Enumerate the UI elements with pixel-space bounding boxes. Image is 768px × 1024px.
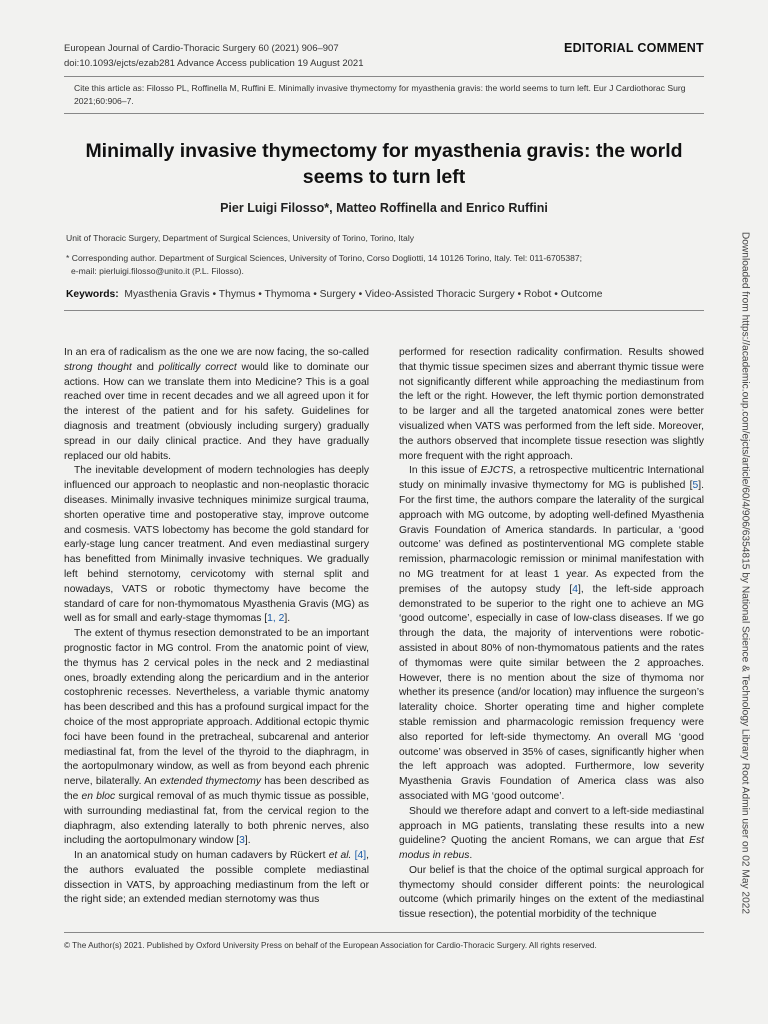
reference-link[interactable]: [4] (354, 850, 367, 862)
corresponding-author (66, 252, 686, 278)
copyright-footer: © The Author(s) 2021. Published by Oxford University Press on behalf of the European Association for Cardio-Thoracic Surgery. All rights reserved. (64, 941, 597, 950)
paragraph: Our belief is that the choice of the optimal surgical approach for thymectomy should consider different points: the neurological outcome (which primarily hinges on the extent of the mediastinal tissue resection), the potential morbidity of the technique (399, 864, 704, 921)
author-list: Pier Luigi Filosso*, Matteo Roffinella and Enrico Ruffini (220, 201, 548, 215)
cite-box-bottom-rule (64, 113, 704, 114)
corresponding-line-1: * Corresponding author. Department of Surgical Sciences, University of Torino, Corso Dogliotti, 14 10126 Torino, Italy. Tel: 011-6705387; (66, 253, 583, 263)
reference-link[interactable]: 4 (572, 583, 578, 595)
download-note: Downloaded from https://academic.oup.com/ejcts/article/60/4/906/6354815 by National Science & Technology Library Root Admin user on 02 May 2022 (739, 231, 751, 915)
keywords-label: Keywords: (66, 289, 119, 300)
section-label: EDITORIAL COMMENT (563, 41, 704, 55)
paragraph: In an era of radicalism as the one we are now facing, the so-called strong thought and politically correct would like to dominate our actions. How can we translate them into Medicine? This is a goal reached over time in recent decades and we all agreed upon it for the interest of the patient and for his safety. Guidelines for diagnosis and treatment (obviously including surgery) gradually spread in our daily clinical practice. And they have gradually replaced our old habits. (64, 347, 369, 462)
cite-this-article: Cite this article as: Filosso PL, Roffinella M, Ruffini E. Minimally invasive thymectomy for myasthenia gravis: the world seems to turn left. Eur J Cardiothorac Surg 2021;60:906–7. (74, 83, 686, 106)
paragraph: performed for resection radicality confirmation. Results showed that thymic tissue specimen sizes and aberrant thymic tissue were not significantly different while approaching the mediastinum from the left or the right. However, the left thymic portion demonstrated to be larger and all the targeted anatomical zones were better visualized when VATS was performed from the left side. Moreover, the authors observed that incomplete tissue resection was slightly more frequent with the right approach. (399, 347, 704, 462)
cite-box-top-rule (64, 76, 704, 77)
download-watermark (737, 168, 753, 978)
reference-link[interactable]: 5 (692, 480, 699, 492)
paragraph: In an anatomical study on human cadavers by Rückert et al. [4], the authors evaluated the possible complete mediastinal dissection in VATS, by approaching mediastinum from the left or the right side; an extended median sternotomy was thus (64, 850, 369, 906)
reference-link[interactable]: 3 (239, 835, 245, 847)
body-column-left (64, 346, 369, 908)
paragraph: Should we therefore adapt and convert to a left-side mediastinal approach in MG patients, translating these results into a new guideline? Quoting the ancient Romans, we can argue that Est modus in rebus. (399, 805, 704, 862)
keywords-list: Myasthenia Gravis • Thymus • Thymoma • Surgery • Video-Assisted Thoracic Surgery • Robot • Outcome (124, 289, 603, 300)
article-title (64, 138, 704, 190)
body-column-right (399, 346, 704, 923)
paragraph: In this issue of EJCTS, a retrospective multicentric International study on minimally invasive thymectomy for MG is published [5]. For the first time, the authors compare the laterality of the surgical approach with MG outcome, by adopting well-defined Myasthenia Gravis Foundation of America standards. In particular, a ‘good outcome’ was defined as postinterventional MG complete stable remission, pharmacologic remission or minimal manifestation with no MG treatment for at least 1 year. As expected from the premises of the autopsy study [4], the left-side approach demonstrated to be superior to the right one to achieve an MG ‘good outcome’, especially in case of low-class diseases. If we go through the data, the majority of interventions were robotic-assisted in about 80% of non-thymomatous patients and the rates of thymomas were quite similar between the 2 approaches. However, there is no mention about the size of thymoma nor whether its presence (and/or location) may influence the surgeon’s laterality choice. Shorter operating time and higher complete stable remission and pharmacologic remission frequency were also reported for left-side thymectomy. An overall MG ‘good outcome’ was observed in 35% of cases, significantly higher when the left approach was adopted. Furthermore, low severity Myasthenia Gravis Foundation of America class was also associated with MG ‘good outcome’. (399, 465, 704, 802)
paragraph: The inevitable development of modern technologies has deeply influenced our approach to neoplastic and non-neoplastic thoracic diseases. Minimally invasive techniques minimize surgical trauma, shorten operative time and postoperative stay, improve outcome and cosmesis. VATS lobectomy has become the gold standard for early-stage lung cancer treatment. And even mediastinal surgery has benefitted from Minimally invasive techniques. We gradually left behind sternotomy, cervicotomy with sternal split and nowadays, VATS or robotic thymectomy have become the standard of care for non-thymomatous Myasthenia Gravis (MG) as well as for small and early-stage thymomas [1, 2]. (64, 465, 369, 625)
reference-link[interactable]: 1, 2 (267, 613, 285, 625)
title-line-1: Minimally invasive thymectomy for myasthenia gravis: the world (85, 140, 683, 162)
corresponding-email[interactable]: e-mail: pierluigi.filosso@unito.it (P.L. Filosso). (71, 266, 244, 276)
title-line-2: seems to turn left (302, 166, 466, 188)
doi-line: doi:10.1093/ejcts/ezab281 Advance Access publication 19 August 2021 (64, 57, 364, 69)
keywords (66, 289, 603, 300)
affiliation: Unit of Thoracic Surgery, Department of Surgical Sciences, University of Torino, Torino, Italy (66, 233, 415, 243)
keywords-rule (64, 310, 704, 311)
footer-rule (64, 932, 704, 933)
paragraph: The extent of thymus resection demonstrated to be an important prognostic factor in MG control. From the anatomic point of view, the thymus has 2 cervical poles in the neck and 2 mediastinal ones, broadly extending along the pericardium and in the anterior costophrenic recesses. Nevertheless, a variable thymic anatomy has been described and this has a profound surgical impact for the choice of the most appropriate approach. Additional ectopic thymic foci have been found in the pretracheal, subcarenal and anterior mediastinal fat, from the level of the thyroid to the diaphragm, in the aortopulmonary window, as well as from beyond each phrenic nerve, bilaterally. An extended thymectomy has been described as the en bloc surgical removal of as much thymic tissue as possible, with surrounding mediastinal fat, from the cervical region to the diaphragm, also extending laterally to both phrenic nerves, also including the aortopulmonary window [3]. (64, 628, 369, 847)
journal-header (64, 42, 363, 71)
journal-citation-line: European Journal of Cardio-Thoracic Surgery 60 (2021) 906–907 (64, 43, 339, 54)
